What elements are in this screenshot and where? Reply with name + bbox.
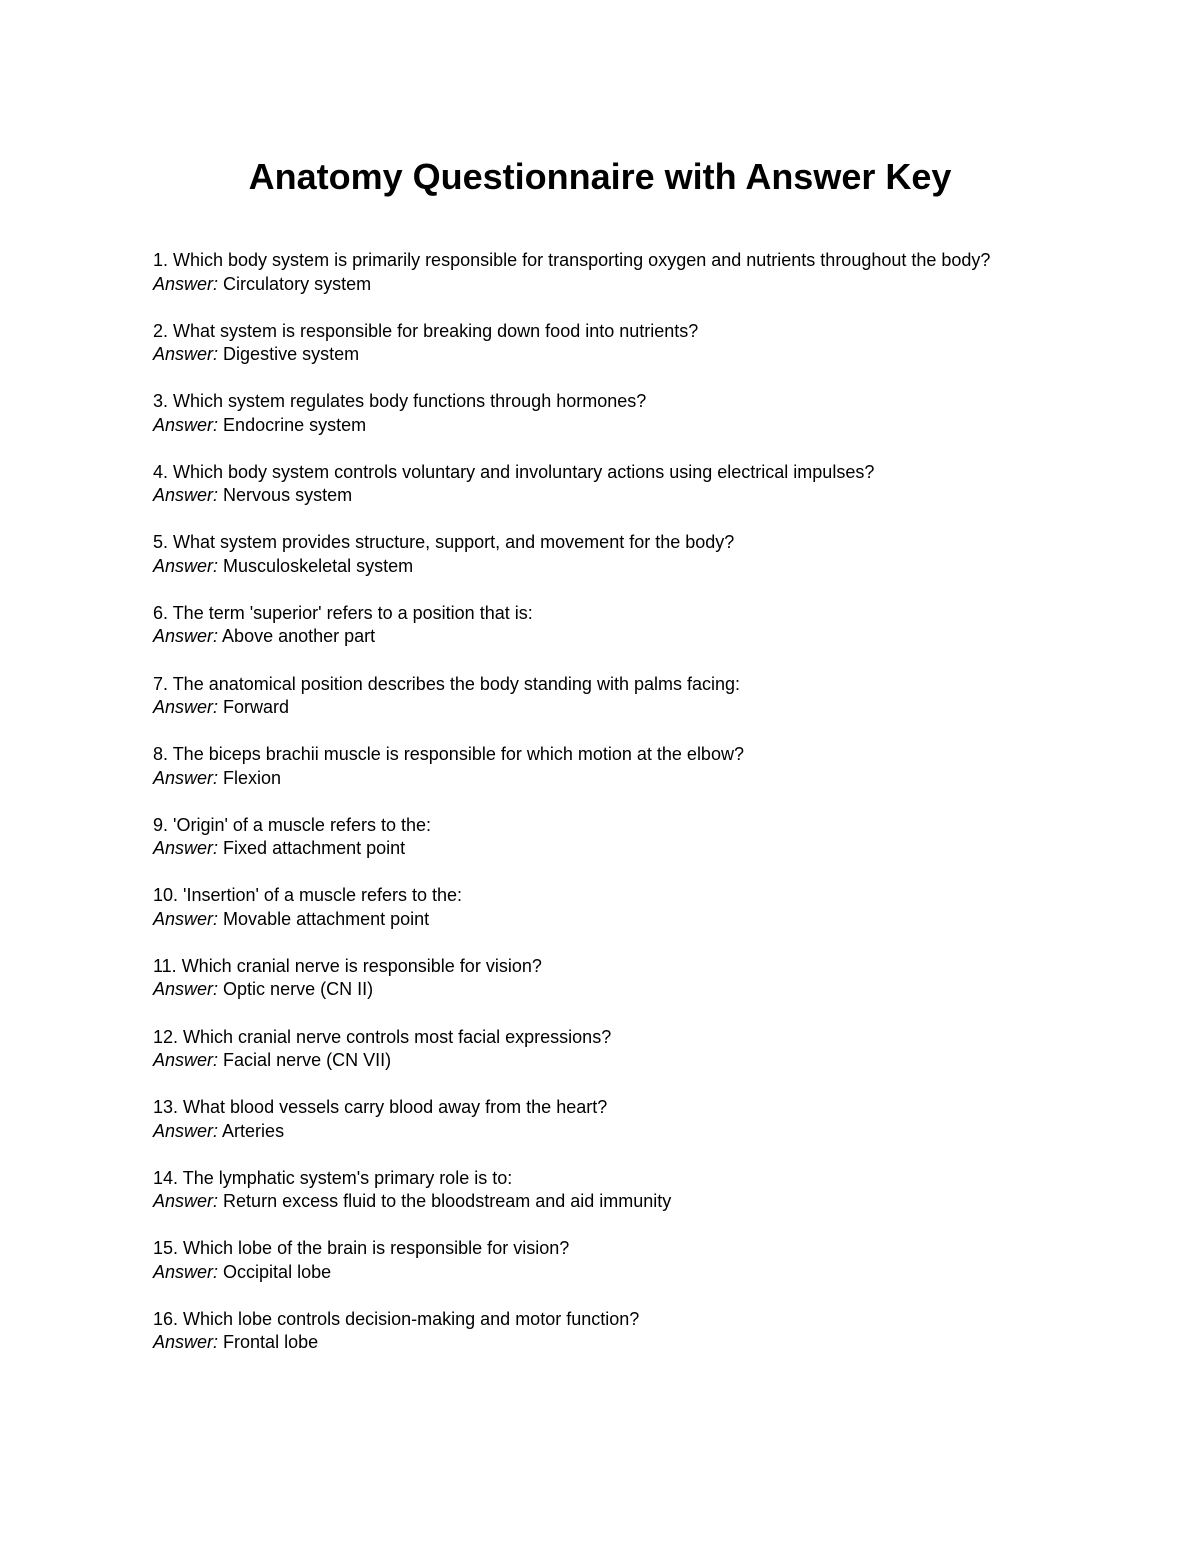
answer-label: Answer: bbox=[153, 1261, 219, 1282]
qa-item-7 bbox=[153, 673, 1023, 720]
question-text: 9. 'Origin' of a muscle refers to the: bbox=[153, 814, 431, 835]
answer-line bbox=[153, 1331, 1023, 1355]
answer-label: Answer: bbox=[153, 1332, 219, 1353]
answer-text: Nervous system bbox=[223, 485, 353, 506]
answer-label: Answer: bbox=[153, 838, 219, 859]
qa-item-9 bbox=[153, 814, 1023, 861]
answer-line bbox=[153, 414, 1023, 438]
question-text: 14. The lymphatic system's primary role is to: bbox=[153, 1167, 513, 1188]
answer-text: Forward bbox=[223, 697, 290, 718]
answer-text: Circulatory system bbox=[223, 273, 372, 294]
answer-line bbox=[153, 484, 1023, 508]
qa-item-1 bbox=[153, 249, 1023, 296]
answer-line bbox=[153, 343, 1023, 367]
answer-text: Optic nerve (CN II) bbox=[223, 979, 374, 1000]
qa-item-10 bbox=[153, 884, 1023, 931]
answer-line bbox=[153, 1120, 1023, 1144]
question-text: 11. Which cranial nerve is responsible for vision? bbox=[153, 955, 542, 976]
answer-label: Answer: bbox=[153, 273, 219, 294]
answer-line bbox=[153, 978, 1023, 1002]
answer-line bbox=[153, 555, 1023, 579]
answer-label: Answer: bbox=[153, 1050, 219, 1071]
answer-text: Flexion bbox=[223, 767, 282, 788]
question-text: 15. Which lobe of the brain is responsible for vision? bbox=[153, 1238, 570, 1259]
question-text: 13. What blood vessels carry blood away from the heart? bbox=[153, 1097, 608, 1118]
answer-label: Answer: bbox=[153, 626, 219, 647]
answer-text: Frontal lobe bbox=[223, 1332, 319, 1353]
document-title: Anatomy Questionnaire with Answer Key bbox=[248, 156, 952, 197]
question-list bbox=[153, 249, 1023, 1379]
answer-line bbox=[153, 767, 1023, 791]
qa-item-4 bbox=[153, 461, 1023, 508]
answer-text: Return excess fluid to the bloodstream and aid immunity bbox=[223, 1191, 672, 1212]
question-text: 7. The anatomical position describes the body standing with palms facing: bbox=[153, 673, 741, 694]
qa-item-8 bbox=[153, 743, 1023, 790]
answer-line bbox=[153, 273, 1023, 297]
question-text: 6. The term 'superior' refers to a position that is: bbox=[153, 602, 533, 623]
qa-item-3 bbox=[153, 390, 1023, 437]
question-text: 10. 'Insertion' of a muscle refers to the: bbox=[153, 885, 463, 906]
question-text: 1. Which body system is primarily responsible for transporting oxygen and nutrients throughout the body? bbox=[153, 250, 991, 270]
answer-text: Arteries bbox=[222, 1120, 285, 1141]
answer-label: Answer: bbox=[153, 1191, 219, 1212]
question-text: 16. Which lobe controls decision-making and motor function? bbox=[153, 1308, 640, 1329]
answer-label: Answer: bbox=[153, 767, 219, 788]
answer-line bbox=[153, 1190, 1023, 1214]
answer-text: Occipital lobe bbox=[223, 1261, 332, 1282]
qa-item-12 bbox=[153, 1026, 1023, 1073]
question-text: 4. Which body system controls voluntary and involuntary actions using electrical impulses? bbox=[153, 461, 875, 482]
answer-text: Facial nerve (CN VII) bbox=[223, 1050, 392, 1071]
answer-text: Endocrine system bbox=[223, 414, 367, 435]
question-text: 5. What system provides structure, support, and movement for the body? bbox=[153, 532, 735, 553]
question-text: 3. Which system regulates body functions through hormones? bbox=[153, 391, 647, 412]
answer-line bbox=[153, 908, 1023, 932]
answer-text: Fixed attachment point bbox=[223, 838, 406, 859]
answer-text: Musculoskeletal system bbox=[223, 555, 414, 576]
qa-item-14 bbox=[153, 1167, 1023, 1214]
answer-line bbox=[153, 837, 1023, 861]
qa-item-16 bbox=[153, 1308, 1023, 1355]
answer-label: Answer: bbox=[153, 1120, 219, 1141]
answer-line bbox=[153, 625, 1023, 649]
question-text: 8. The biceps brachii muscle is responsible for which motion at the elbow? bbox=[153, 744, 744, 765]
answer-text: Digestive system bbox=[223, 344, 360, 365]
answer-text: Above another part bbox=[222, 626, 376, 647]
answer-label: Answer: bbox=[153, 485, 219, 506]
answer-label: Answer: bbox=[153, 697, 219, 718]
qa-item-5 bbox=[153, 531, 1023, 578]
answer-label: Answer: bbox=[153, 555, 219, 576]
qa-item-11 bbox=[153, 955, 1023, 1002]
answer-line bbox=[153, 1261, 1023, 1285]
qa-item-2 bbox=[153, 320, 1023, 367]
answer-line bbox=[153, 1049, 1023, 1073]
question-text: 12. Which cranial nerve controls most facial expressions? bbox=[153, 1026, 612, 1047]
answer-label: Answer: bbox=[153, 344, 219, 365]
qa-item-13 bbox=[153, 1096, 1023, 1143]
question-text: 2. What system is responsible for breaking down food into nutrients? bbox=[153, 320, 699, 341]
answer-label: Answer: bbox=[153, 414, 219, 435]
qa-item-15 bbox=[153, 1237, 1023, 1284]
answer-label: Answer: bbox=[153, 908, 219, 929]
answer-text: Movable attachment point bbox=[223, 908, 430, 929]
answer-label: Answer: bbox=[153, 979, 219, 1000]
answer-line bbox=[153, 696, 1023, 720]
qa-item-6 bbox=[153, 602, 1023, 649]
